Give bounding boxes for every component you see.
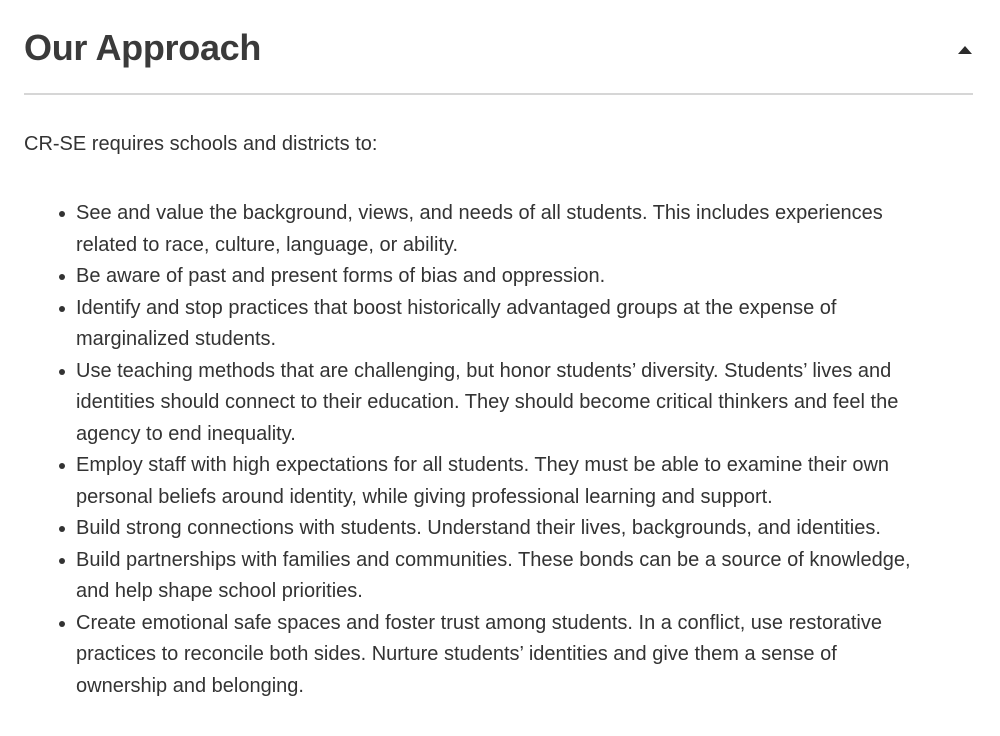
list-item <box>76 293 976 356</box>
bullet-icon <box>59 526 65 532</box>
list-item-line: Use teaching methods that are challenging, but honor students’ diversity. Students’ lives and <box>76 359 892 382</box>
list-item-line: agency to end inequality. <box>76 422 296 445</box>
list-item-line: Build strong connections with students. Understand their lives, backgrounds, and identities. <box>76 517 881 539</box>
section-title: Our Approach <box>24 27 262 68</box>
list-item-line: personal beliefs around identity, while giving professional learning and support. <box>76 485 773 508</box>
caret-up-icon[interactable] <box>957 44 973 56</box>
bullet-icon <box>59 369 65 375</box>
list-item-line: ownership and belonging. <box>76 674 304 697</box>
list-item <box>76 198 976 261</box>
list-item-line: Be aware of past and present forms of bias and oppression. <box>76 265 606 287</box>
list-item-line: Employ staff with high expectations for all students. They must be able to examine their own <box>76 454 890 476</box>
bullet-icon <box>59 274 65 280</box>
intro-text: CR-SE requires schools and districts to: <box>24 133 378 155</box>
list-item-line: practices to reconcile both sides. Nurture students’ identities and give them a sense of <box>76 643 837 665</box>
list-item-line: related to race, culture, language, or ability. <box>76 233 459 256</box>
bullet-icon <box>59 621 65 627</box>
list-item-line: and help shape school priorities. <box>76 580 363 602</box>
list-item <box>76 513 976 545</box>
bullet-icon <box>59 463 65 469</box>
accordion-header[interactable] <box>24 22 973 94</box>
list-item <box>76 545 976 608</box>
list-item-line: Create emotional safe spaces and foster trust among students. In a conflict, use restorative <box>76 611 882 634</box>
list-item <box>76 261 976 293</box>
list-item-line: identities should connect to their education. They should become critical thinkers and feel the <box>76 391 899 413</box>
list-item <box>76 608 976 703</box>
list-item-line: Identify and stop practices that boost historically advantaged groups at the expense of <box>76 296 837 319</box>
list-item-line: marginalized students. <box>76 328 277 350</box>
list-item-line: See and value the background, views, and needs of all students. This includes experiences <box>76 202 883 224</box>
list-item <box>76 450 976 513</box>
divider <box>24 93 973 95</box>
list-item <box>76 356 976 451</box>
bullet-icon <box>59 558 65 564</box>
approach-list <box>76 198 976 702</box>
list-item-line: Build partnerships with families and communities. These bonds can be a source of knowledge, <box>76 548 911 571</box>
bullet-icon <box>59 211 65 217</box>
bullet-icon <box>59 306 65 312</box>
